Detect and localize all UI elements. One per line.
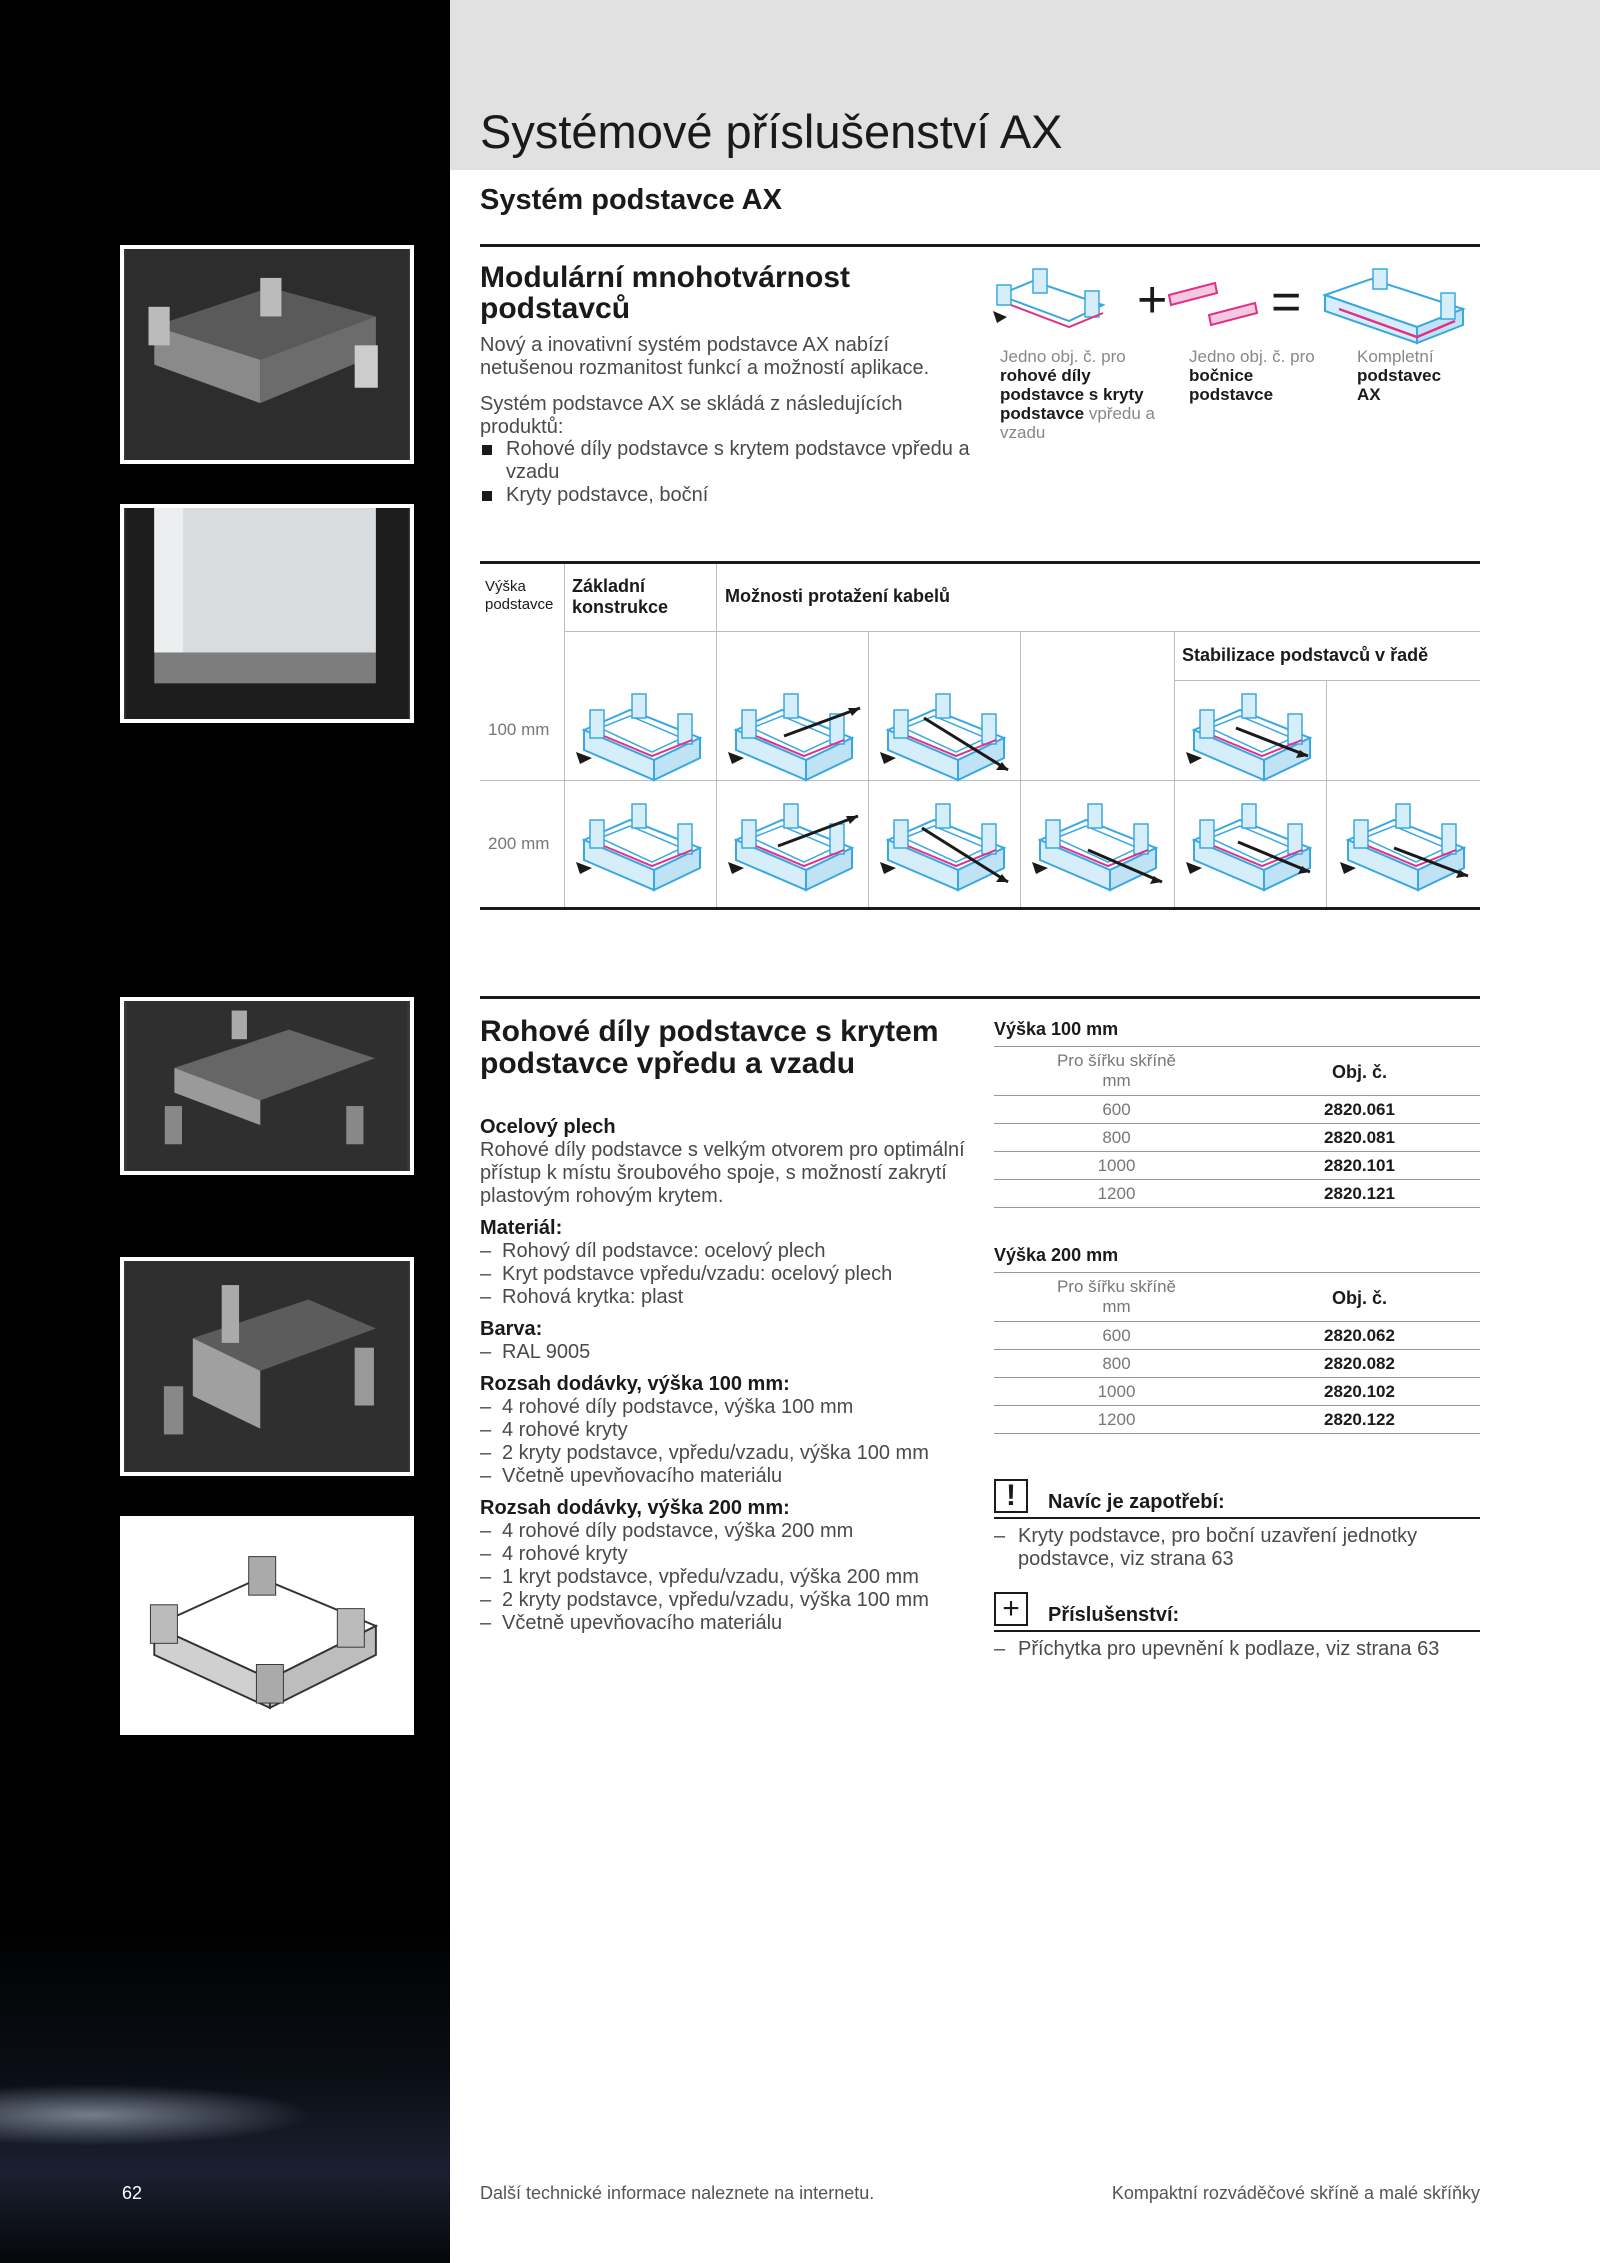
footer-right: Kompaktní rozváděčové skříně a malé skříňky [1111,2183,1480,2203]
required-item: – Kryty podstavce, pro boční uzavření jednotky podstavce, viz strana 63 [994,1525,1480,1571]
cell-width: 1000 [994,1152,1239,1180]
side-covers-diagram [1169,283,1257,325]
caption-text: Jedno obj. č. pro [1189,347,1315,366]
cell-order-no: 2820.082 [1239,1350,1480,1378]
list-item: – 4 rohové díly podstavce, výška 100 mm [480,1396,970,1419]
caption-bold: bočnice podstavce [1189,366,1274,404]
top-rule [480,244,1480,247]
photo-corner-pieces-100 [120,997,414,1175]
table-caption: Výška 100 mm [994,1019,1119,1039]
list-item: – Včetně upevňovacího materiálu [480,1465,970,1488]
table-row [994,1180,1480,1208]
grid-line [1174,680,1480,681]
photo-cabinet-on-base [120,504,414,723]
page-number: 62 [122,2183,143,2203]
diagram-200-cable-1 [722,798,862,893]
plus-sign: + [1137,271,1168,329]
list-item: Rohové díly podstavce s krytem podstavce vpředu a vzadu [480,438,970,484]
corner-parts-diagram [993,269,1103,327]
row-label-200: 200 mm [488,834,550,853]
list-item: – RAL 9005 [480,1341,970,1364]
page-subtitle: Systém podstavce AX [480,184,782,216]
exclamation-icon: ! [994,1479,1028,1513]
cell-order-no: 2820.122 [1239,1406,1480,1434]
table-row [994,1322,1480,1350]
list-item: – 2 kryty podstavce, vpředu/vzadu, výška 100 mm [480,1589,970,1612]
caption-text: Kompletní [1357,347,1434,366]
required-note [994,1479,1480,1571]
supply200-label: Rozsah dodávky, výška 200 mm: [480,1497,790,1519]
cell-width: 600 [994,1322,1239,1350]
grid-header-cable: Možnosti protažení kabelů [725,586,951,606]
list-item: – 4 rohové kryty [480,1543,970,1566]
table-row [994,1378,1480,1406]
color-label: Barva: [480,1318,543,1340]
list-item: – Včetně upevňovacího materiálu [480,1612,970,1635]
supply100-label: Rozsah dodávky, výška 100 mm: [480,1373,790,1395]
table-caption: Výška 200 mm [994,1245,1119,1265]
order-table-200 [994,1245,1480,1434]
section1-heading: Modulární mnohotvárnost podstavců [480,261,850,325]
cell-width: 600 [994,1096,1239,1124]
grid-line [564,631,1480,632]
diagram-100-basic [570,688,710,783]
table-row [994,1124,1480,1152]
photo-base-drawing [120,1516,414,1735]
accessory-title: Příslušenství: [1048,1604,1180,1626]
table-row [994,1406,1480,1434]
grid-line [868,631,869,907]
materials-label: Materiál: [480,1217,563,1239]
diagram-200-stab-2 [1334,798,1474,893]
band-glow [0,2060,450,2170]
section1-product-list [480,438,970,507]
accessory-note [994,1592,1480,1661]
list-item: – Rohová krytka: plast [480,1286,970,1309]
cell-width: 1200 [994,1406,1239,1434]
caption-text: vpředu a vzadu [1000,404,1155,442]
cell-order-no: 2820.121 [1239,1180,1480,1208]
grid-header-basic: Základní konstrukce [572,576,669,617]
col-width-header: Pro šířku skříně mm [994,1047,1239,1096]
col-order-header: Obj. č. [1239,1047,1480,1096]
col-order-header: Obj. č. [1239,1273,1480,1322]
combo-diagram [993,265,1473,345]
required-title: Navíc je zapotřebí: [1048,1491,1225,1513]
diagram-100-cable-1 [722,688,862,783]
photo-base-parts [120,245,414,464]
combo-caption-complete [1357,347,1467,404]
section2-heading: Rohové díly podstavce s krytem podstavce vpředu a vzadu [480,1015,939,1080]
table-row [994,1350,1480,1378]
diagram-200-cable-2 [874,798,1014,893]
footer-left: Další technické informace naleznete na internetu. [480,2183,875,2203]
photo-corner-pieces-200 [120,1257,414,1476]
plus-icon: + [994,1592,1028,1626]
grid-line [1326,680,1327,907]
complete-base-diagram [1325,269,1463,343]
section2-description [480,1116,970,1635]
diagram-200-basic [570,798,710,893]
section2-rule [480,996,1480,999]
grid-header-height: Výška podstavce [485,578,554,613]
list-item: – 4 rohové díly podstavce, výška 200 mm [480,1520,970,1543]
equals-sign: = [1271,273,1302,331]
list-item: – 2 kryty podstavce, vpředu/vzadu, výška 100 mm [480,1442,970,1465]
list-item: – 4 rohové kryty [480,1419,970,1442]
combo-caption-corner [1000,347,1170,442]
accessory-item: – Příchytka pro upevnění k podlaze, viz strana 63 [994,1638,1480,1661]
row-label-100: 100 mm [488,720,550,739]
grid-line [1174,631,1175,907]
grid-line [1020,631,1021,907]
diagram-100-cable-2 [874,688,1014,783]
combo-caption-side [1189,347,1339,404]
diagram-100-stab [1180,688,1320,783]
cell-width: 1000 [994,1378,1239,1406]
col-width-header: Pro šířku skříně mm [994,1273,1239,1322]
table-row [994,1152,1480,1180]
grid-line [564,564,565,907]
caption-bold: rohové díly podstavce s kryty podstavce [1000,366,1144,423]
grid-line [716,564,717,907]
list-item: – 1 kryt podstavce, vpředu/vzadu, výška 200 mm [480,1566,970,1589]
material-description: Rohové díly podstavce s velkým otvorem pro optimální přístup k místu šroubového spoje, s možností zakrytí plastovým rohovým krytem. [480,1139,965,1207]
diagram-200-cable-3 [1026,798,1166,893]
cell-order-no: 2820.081 [1239,1124,1480,1152]
cell-order-no: 2820.062 [1239,1322,1480,1350]
cell-order-no: 2820.101 [1239,1152,1480,1180]
list-item: – Rohový díl podstavce: ocelový plech [480,1240,970,1263]
grid-top-rule [480,561,1480,564]
list-item: Kryty podstavce, boční [480,484,970,507]
list-item: – Kryt podstavce vpředu/vzadu: ocelový plech [480,1263,970,1286]
caption-text: Jedno obj. č. pro [1000,347,1126,366]
page-title: Systémové příslušenství AX [480,105,1063,158]
material-title: Ocelový plech [480,1116,616,1138]
cell-order-no: 2820.102 [1239,1378,1480,1406]
grid-header-stabilization: Stabilizace podstavců v řadě [1182,645,1429,665]
diagram-200-stab-1 [1180,798,1320,893]
grid-bottom-rule [480,907,1480,910]
order-table-100 [994,1019,1480,1208]
cell-width: 800 [994,1350,1239,1378]
section1-intro: Nový a inovativní systém podstavce AX nabízí netušenou rozmanitost funkcí a možností aplikace. [480,334,930,379]
caption-bold: podstavec AX [1357,366,1442,404]
table-row [994,1096,1480,1124]
cell-width: 800 [994,1124,1239,1152]
section1-products-intro: Systém podstavce AX se skládá z následujících produktů: [480,393,903,438]
cell-width: 1200 [994,1180,1239,1208]
cell-order-no: 2820.061 [1239,1096,1480,1124]
